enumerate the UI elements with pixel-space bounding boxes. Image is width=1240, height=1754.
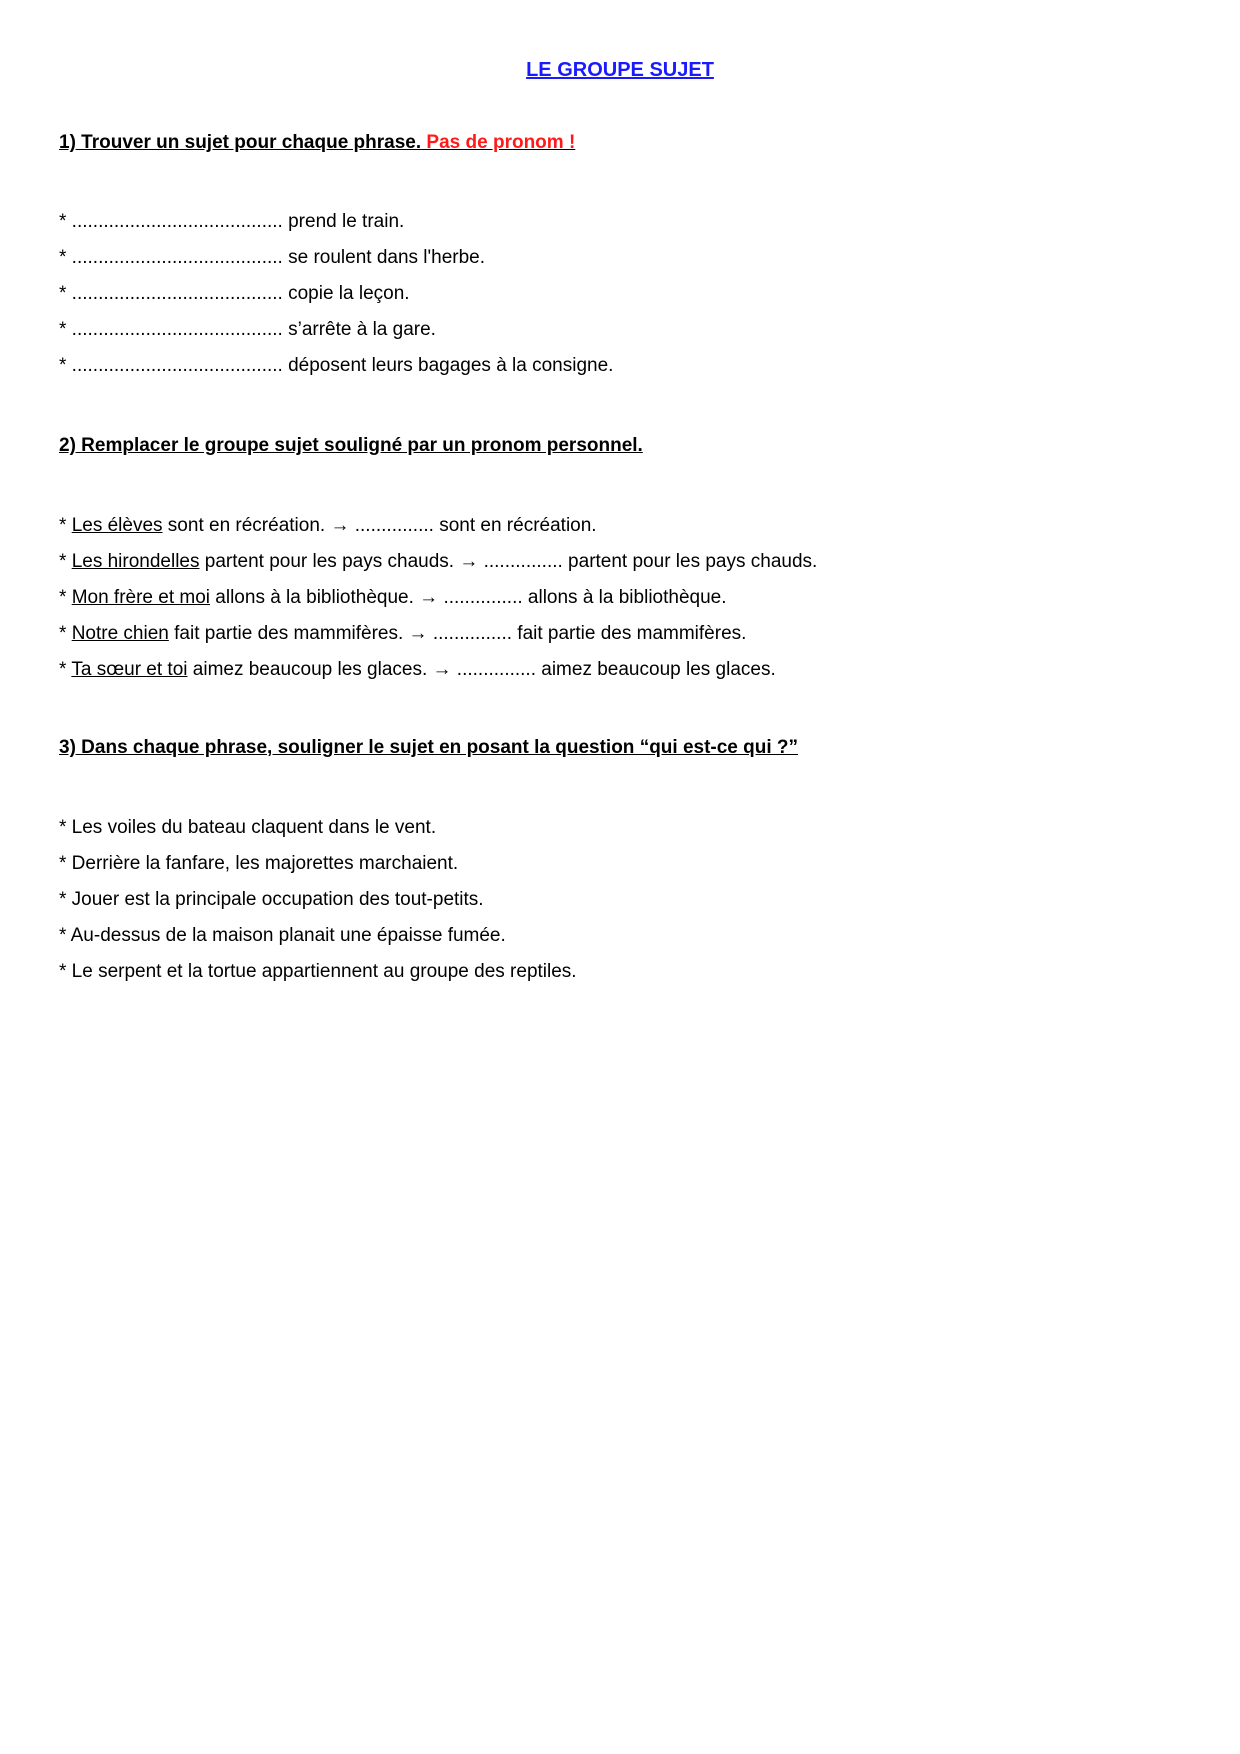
exercise-1-item: * ........................................ s’arrête à la gare. xyxy=(59,319,436,340)
item-bullet: * xyxy=(59,623,72,644)
item-bullet: * xyxy=(59,587,72,608)
exercise-1-warning: Pas de pronom ! xyxy=(426,132,576,153)
item-bullet: * xyxy=(59,551,72,572)
exercise-3-list xyxy=(59,810,577,990)
exercise-3-item: * Le serpent et la tortue appartiennent au groupe des reptiles. xyxy=(59,961,577,982)
exercise-1-list xyxy=(59,204,613,384)
exercise-1-instruction: 1) Trouver un sujet pour chaque phrase. xyxy=(59,132,422,153)
item-bullet: * xyxy=(59,515,72,536)
exercise-2-item xyxy=(59,544,817,580)
underlined-subject: Notre chien xyxy=(71,623,169,644)
exercise-3-item: * Derrière la fanfare, les majorettes marchaient. xyxy=(59,853,459,874)
item-rest: partent pour les pays chauds. → ............... partent pour les pays chauds. xyxy=(199,551,818,572)
exercise-1-item: * ........................................ copie la leçon. xyxy=(59,283,410,304)
underlined-subject: Mon frère et moi xyxy=(71,587,211,608)
exercise-1-heading xyxy=(59,131,575,155)
exercise-2-item xyxy=(59,652,817,688)
exercise-1-item: * ........................................ se roulent dans l'herbe. xyxy=(59,247,486,268)
item-rest: sont en récréation. → ............... sont en récréation. xyxy=(162,515,597,536)
underlined-subject: Ta sœur et toi xyxy=(71,659,188,680)
page-title: LE GROUPE SUJET xyxy=(526,59,714,81)
item-rest: allons à la bibliothèque. → ............... allons à la bibliothèque. xyxy=(210,587,727,608)
exercise-2-item xyxy=(59,616,817,652)
exercise-2-item xyxy=(59,580,817,616)
exercise-1-item: * ........................................ prend le train. xyxy=(59,211,405,232)
exercise-2-item xyxy=(59,508,817,544)
exercise-1-item: * ........................................ déposent leurs bagages à la consigne. xyxy=(59,355,614,376)
exercise-3-item: * Les voiles du bateau claquent dans le vent. xyxy=(59,817,437,838)
item-rest: aimez beaucoup les glaces. → ............... aimez beaucoup les glaces. xyxy=(187,659,776,680)
exercise-3-item: * Jouer est la principale occupation des tout-petits. xyxy=(59,889,484,910)
exercise-3-item: * Au-dessus de la maison planait une épaisse fumée. xyxy=(59,925,506,946)
item-bullet: * xyxy=(59,659,72,680)
exercise-3-heading: 3) Dans chaque phrase, souligner le sujet en posant la question “qui est-ce qui ?” xyxy=(59,737,799,758)
exercise-2-heading: 2) Remplacer le groupe sujet souligné par un pronom personnel. xyxy=(59,435,643,456)
item-rest: fait partie des mammifères. → ............... fait partie des mammifères. xyxy=(168,623,747,644)
exercise-2-list xyxy=(59,508,817,688)
underlined-subject: Les élèves xyxy=(71,515,163,536)
underlined-subject: Les hirondelles xyxy=(71,551,200,572)
